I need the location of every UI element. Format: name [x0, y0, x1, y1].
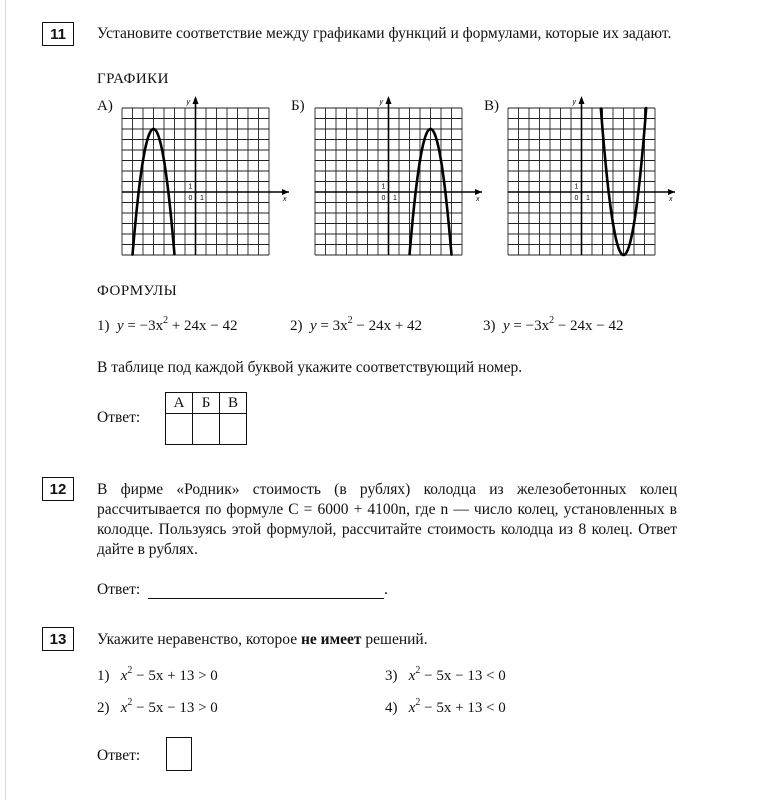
answer-cell-v[interactable] [220, 414, 247, 445]
option-3-var: x [408, 668, 416, 684]
formula-3-lhs: y [503, 318, 510, 334]
option-1 [97, 665, 218, 685]
formula-2-num: 2) [290, 318, 303, 334]
y-axis-label: y [186, 99, 190, 106]
formula-1-num: 1) [97, 318, 110, 334]
option-2-exp: 2 [127, 697, 133, 708]
task-11-number: 11 [42, 22, 74, 46]
task-12-answer-period: . [384, 581, 388, 598]
formula-2-rhs-a: = 3x [316, 318, 348, 334]
formula-1-rhs-a: = −3x [123, 318, 164, 334]
formula-3-rhs-b: − 24x − 42 [554, 318, 624, 334]
task-12-answer-line[interactable] [148, 580, 384, 599]
y-unit-label: 1 [381, 183, 386, 191]
graph-a [114, 94, 294, 274]
origin-label: 0 [188, 195, 193, 202]
answer-table-header-a: А [166, 393, 193, 414]
formula-2 [290, 315, 423, 335]
option-1-var: x [120, 668, 128, 684]
option-2-var: x [120, 700, 128, 716]
task-13-number: 13 [42, 627, 74, 651]
x-axis-label: x [476, 196, 480, 203]
graphs-heading: ГРАФИКИ [97, 71, 170, 87]
graph-b [307, 94, 487, 274]
formula-2-rhs-b: − 24x + 42 [352, 318, 423, 334]
task-12-text: В фирме «Родник» стоимость (в рублях) колодца из железобетонных колец рассчитывается по формуле C = 6000 + 4100n, где n — число колец, установленных в колодце. Пользуясь этой формулой, рассчитайте стоимость колодца из 8 колец. Ответ дайте в рублях. [97, 481, 677, 558]
formula-2-lhs: y [310, 318, 317, 334]
formula-1-rhs-b: + 24x − 42 [168, 318, 238, 334]
option-4-exp: 2 [415, 697, 421, 708]
graph-a-label: А) [97, 98, 113, 114]
formula-3 [483, 315, 624, 335]
formula-1 [97, 315, 238, 335]
formula-1-lhs: y [117, 318, 124, 334]
task-13-text-before: Укажите неравенство, которое [97, 631, 301, 648]
task-11-answer-label: Ответ: [97, 409, 141, 426]
option-1-exp: 2 [127, 665, 133, 676]
formula-3-exp: 2 [549, 315, 555, 326]
option-4-num: 4) [385, 700, 398, 716]
option-1-rest: − 5x + 13 > 0 [132, 668, 218, 684]
option-2 [97, 697, 218, 717]
task-12-answer-label: Ответ: [97, 581, 141, 598]
y-unit-label: 1 [574, 183, 579, 191]
task-11-instruction: В таблице под каждой буквой укажите соответствующий номер. [97, 359, 523, 376]
graph-b-label: Б) [291, 98, 305, 114]
option-3-num: 3) [385, 668, 398, 684]
task-13-text-after: решений. [361, 631, 428, 648]
x-unit-label: 1 [200, 195, 204, 202]
y-axis-label: y [572, 99, 576, 106]
task-13-answer-box[interactable] [166, 737, 192, 771]
y-axis-arrow [386, 96, 392, 104]
answer-cell-b[interactable] [193, 414, 220, 445]
task-13-text [97, 630, 428, 650]
task-13-text-bold: не имеет [300, 631, 362, 648]
y-axis-arrow [579, 96, 585, 104]
option-3-exp: 2 [415, 665, 421, 676]
answer-table-header-v: В [220, 393, 247, 414]
formula-3-num: 3) [483, 318, 496, 334]
answer-table [165, 392, 247, 445]
option-1-num: 1) [97, 668, 110, 684]
formula-3-rhs-a: = −3x [509, 318, 550, 334]
option-3-rest: − 5x − 13 < 0 [420, 668, 506, 684]
graph-v [500, 94, 680, 274]
origin-label: 0 [574, 195, 579, 202]
x-axis-arrow [668, 189, 675, 195]
x-axis-label: x [669, 196, 673, 203]
formula-1-exp: 2 [163, 315, 169, 326]
x-axis-arrow [282, 189, 289, 195]
task-13-answer-label: Ответ: [97, 747, 141, 764]
graph-v-label: В) [484, 98, 499, 114]
option-2-rest: − 5x − 13 > 0 [132, 700, 218, 716]
x-axis-label: x [283, 196, 287, 203]
origin-label: 0 [381, 195, 386, 202]
answer-cell-a[interactable] [166, 414, 193, 445]
option-4 [385, 697, 506, 717]
x-unit-label: 1 [586, 195, 590, 202]
answer-table-header-b: Б [193, 393, 220, 414]
task-12-number: 12 [42, 477, 74, 501]
formulas-heading: ФОРМУЛЫ [97, 283, 178, 299]
option-2-num: 2) [97, 700, 110, 716]
page-edge [5, 0, 6, 800]
y-unit-label: 1 [188, 183, 193, 191]
y-axis-label: y [379, 99, 383, 106]
x-unit-label: 1 [393, 195, 397, 202]
task-11-text: Установите соответствие между графиками функций и формулами, которые их задают. [97, 25, 672, 42]
x-axis-arrow [475, 189, 482, 195]
formula-2-exp: 2 [347, 315, 353, 326]
option-3 [385, 665, 506, 685]
option-4-var: x [408, 700, 416, 716]
y-axis-arrow [193, 96, 199, 104]
option-4-rest: − 5x + 13 < 0 [420, 700, 506, 716]
